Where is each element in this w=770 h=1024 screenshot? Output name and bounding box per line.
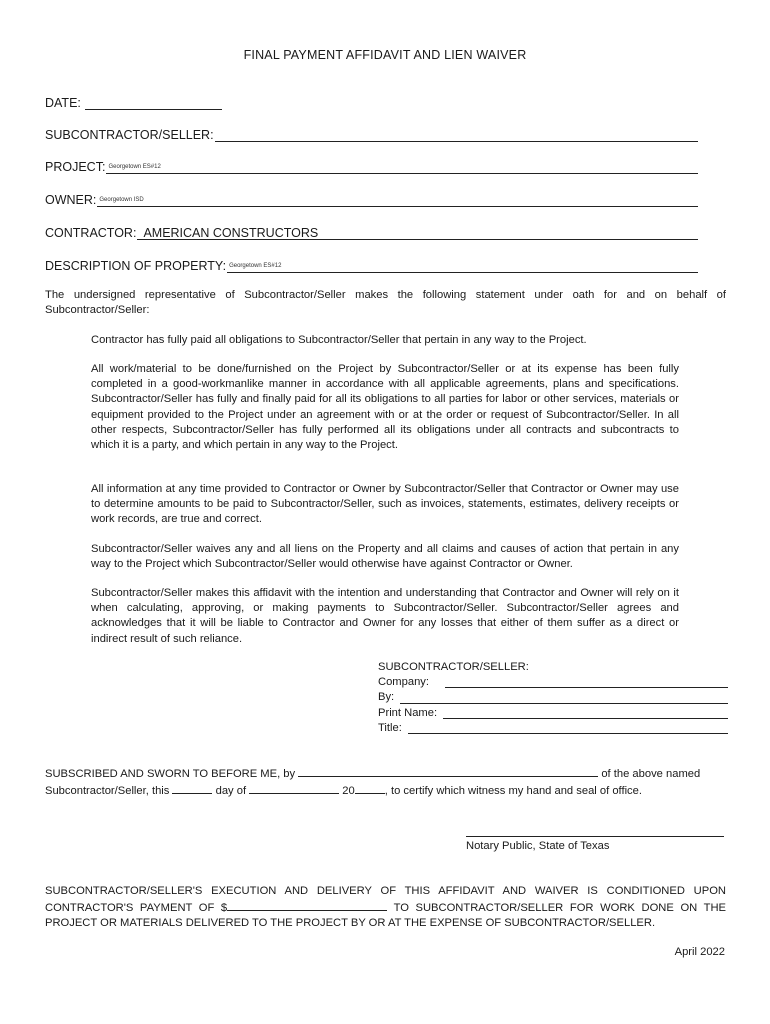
- final-text-1: SUBCONTRACTOR/SELLER'S EXECUTION AND DELIVERY OF THIS AFFIDAVIT AND WAIVER IS CONDITIONED UPON CONTRACTOR'S PAYMENT OF $: [45, 885, 726, 915]
- date-label: DATE:: [45, 96, 81, 110]
- paragraph-1: Contractor has fully paid all obligations to Subcontractor/Seller that pertain in any way to the Project.: [91, 334, 587, 346]
- owner-input-line[interactable]: [97, 192, 698, 207]
- signature-block: [378, 660, 728, 736]
- project-field: [45, 156, 698, 174]
- title-row: [378, 721, 728, 736]
- by-row: [378, 690, 728, 705]
- sworn-text-6: , to certify which witness my hand and seal of office.: [384, 785, 642, 798]
- owner-field: [45, 189, 698, 207]
- title-label: Title:: [378, 721, 402, 734]
- description-input-line[interactable]: [227, 258, 698, 273]
- project-input-line[interactable]: [106, 159, 698, 174]
- description-value: Georgetown ES#12: [229, 263, 282, 269]
- sworn-month-line[interactable]: [249, 782, 339, 794]
- sworn-text-5: 20: [342, 785, 355, 798]
- subcontractor-label: SUBCONTRACTOR/SELLER:: [45, 128, 214, 142]
- company-row: [378, 675, 728, 690]
- owner-label: OWNER:: [45, 193, 97, 207]
- signature-heading: SUBCONTRACTOR/SELLER:: [378, 661, 529, 673]
- sworn-by-line[interactable]: [298, 765, 598, 777]
- print-name-row: [378, 706, 728, 721]
- paragraph-4: Subcontractor/Seller waives any and all liens on the Property and all claims and causes of action that pertain in any way to the Project which Subcontractor/Seller would otherwise have against Contractor or Owner.: [91, 543, 679, 571]
- project-label: PROJECT:: [45, 160, 106, 174]
- subcontractor-input-line[interactable]: [215, 127, 698, 142]
- sworn-text-1: SUBSCRIBED AND SWORN TO BEFORE ME, by: [45, 768, 296, 780]
- notary-block: [466, 824, 726, 852]
- by-label: By:: [378, 691, 395, 704]
- contractor-input-line[interactable]: [137, 225, 698, 240]
- date-field: [45, 92, 222, 110]
- sworn-text-2: of the above named: [601, 768, 701, 780]
- document-title: FINAL PAYMENT AFFIDAVIT AND LIEN WAIVER: [243, 48, 527, 62]
- company-input-line[interactable]: [445, 676, 728, 688]
- subcontractor-field: [45, 124, 698, 142]
- final-text-2: TO SUBCONTRACTOR/SELLER FOR WORK DONE ON THE PROJECT OR MATERIALS DELIVERED TO THE PROJECT BY OR AT THE EXPENSE OF SUBCONTRACTOR/SELLER.: [45, 902, 727, 930]
- contractor-field: [45, 222, 698, 240]
- sworn-day-line[interactable]: [172, 782, 212, 794]
- notary-signature-line[interactable]: [466, 824, 724, 837]
- print-name-label: Print Name:: [378, 706, 438, 719]
- project-value: Georgetown ES#12: [108, 164, 161, 170]
- contractor-value: AMERICAN CONSTRUCTORS: [143, 226, 319, 240]
- title-input-line[interactable]: [408, 722, 728, 734]
- intro-paragraph: The undersigned representative of Subcontractor/Seller makes the following statement under oath for and on behalf of Subcontractor/Seller:: [45, 289, 726, 317]
- by-input-line[interactable]: [400, 692, 728, 704]
- sworn-statement: [45, 765, 726, 799]
- print-name-input-line[interactable]: [443, 707, 728, 719]
- company-label: Company:: [378, 676, 429, 689]
- sworn-text-4: day of: [215, 785, 247, 798]
- sworn-year-line[interactable]: [355, 782, 385, 794]
- notary-caption: Notary Public, State of Texas: [466, 840, 610, 852]
- contractor-label: CONTRACTOR:: [45, 226, 137, 240]
- sworn-text-3: Subcontractor/Seller, this: [45, 785, 170, 798]
- paragraph-2: All work/material to be done/furnished on the Project by Subcontractor/Seller or at its expense has been fully completed in a good-workmanlike manner in accordance with all applicable agreements, plans and specifications. Subcontractor/Seller has fully and finally paid for all its obligations to all parties for labor or other services, materials or equipment provided to the Project under an agreement with or at the order or request of Subcontractor/Seller. In all other respects, Subcontractor/Seller has fully performed all its obligations under all contracts and subcontracts to which it is a party, and which pertain in any way to the Project.: [91, 363, 679, 452]
- description-label: DESCRIPTION OF PROPERTY:: [45, 259, 227, 273]
- payment-amount-line[interactable]: [227, 899, 387, 911]
- paragraph-5: Subcontractor/Seller makes this affidavit with the intention and understanding that Contractor and Owner will rely on it when calculating, approving, or making payments to Subcontractor/Seller. Subcontractor/Seller agrees and acknowledges that it will be liable to Contractor and Owner for any losses that either of them suffer as a direct or indirect result of such reliance.: [91, 587, 679, 645]
- paragraph-3: All information at any time provided to Contractor or Owner by Subcontractor/Seller that Contractor or Owner may use to determine amounts to be paid to Subcontractor/Seller, such as invoices, statements, estimates, delivery receipts or work records, are true and correct.: [91, 483, 679, 526]
- date-input-line[interactable]: [85, 96, 222, 110]
- final-condition-paragraph: [45, 884, 726, 932]
- owner-value: Georgetown ISD: [99, 197, 144, 203]
- footer-date: April 2022: [674, 946, 725, 958]
- description-field: [45, 255, 698, 273]
